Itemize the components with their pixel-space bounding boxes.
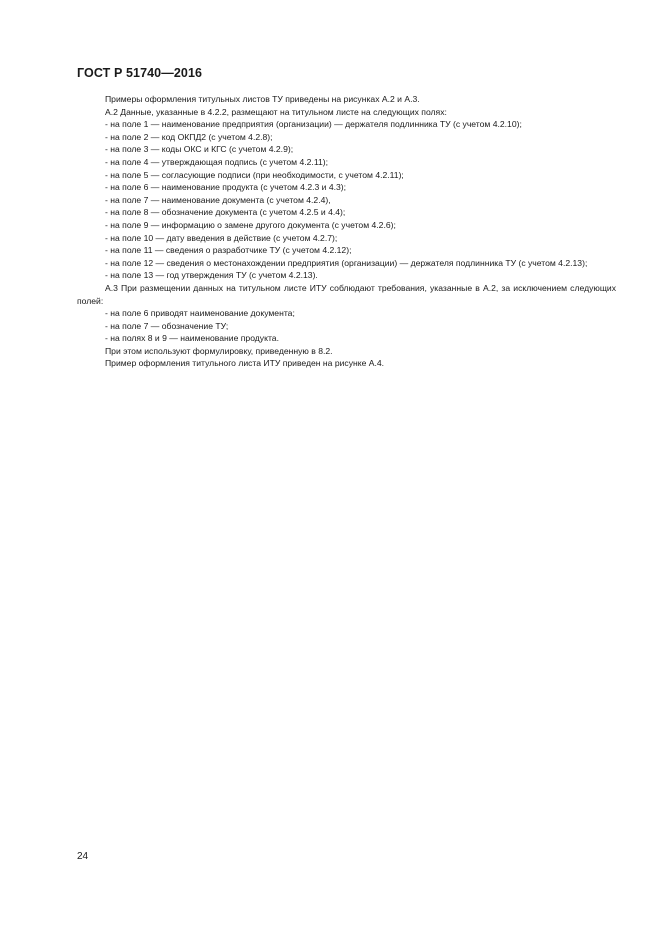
list-item: - на поле 10 — дату введения в действие (с учетом 4.2.7);	[105, 232, 338, 243]
list-item: - на поле 11 — сведения о разработчике ТУ (с учетом 4.2.12);	[105, 245, 352, 256]
list-item: - на полях 8 и 9 — наименование продукта.	[105, 333, 279, 344]
list-item: - на поле 13 — год утверждения ТУ (с учетом 4.2.13).	[105, 270, 318, 281]
paragraph: Примеры оформления титульных листов ТУ приведены на рисунках А.2 и А.3.	[105, 94, 420, 104]
list-item: - на поле 12 — сведения о местонахождении предприятия (организации) — держателя подлинника ТУ (с учетом 4.2.13);	[105, 257, 588, 268]
paragraph: А.2 Данные, указанные в 4.2.2, размещают на титульном листе на следующих полях:	[105, 106, 447, 117]
list-item: - на поле 2 — код ОКПД2 (с учетом 4.2.8);	[105, 131, 273, 142]
list-item: - на поле 5 — согласующие подписи (при необходимости, с учетом 4.2.11);	[105, 169, 404, 180]
document-body	[77, 93, 616, 370]
list-item: - на поле 3 — коды ОКС и КГС (с учетом 4.2.9);	[105, 144, 294, 155]
list-item: - на поле 7 — обозначение ТУ;	[105, 320, 229, 331]
list-item: - на поле 7 — наименование документа (с учетом 4.2.4),	[105, 194, 331, 205]
paragraph: А.3 При размещении данных на титульном листе ИТУ соблюдают требования, указанные в А.2, за исключением следующих полей:	[77, 282, 616, 306]
list-item: - на поле 6 — наименование продукта (с учетом 4.2.3 и 4.3);	[105, 182, 347, 193]
list-item: - на поле 9 — информацию о замене другого документа (с учетом 4.2.6);	[105, 219, 396, 230]
document-header: ГОСТ Р 51740—2016	[77, 66, 203, 80]
list-item: - на поле 4 — утверждающая подпись (с учетом 4.2.11);	[105, 156, 328, 167]
page-number: 24	[77, 851, 89, 862]
paragraph: При этом используют формулировку, приведенную в 8.2.	[105, 345, 333, 356]
list-item: - на поле 6 приводят наименование документа;	[105, 308, 295, 319]
list-item: - на поле 1 — наименование предприятия (организации) — держателя подлинника ТУ (с учетом 4.2.10);	[105, 119, 522, 130]
list-item: - на поле 8 — обозначение документа (с учетом 4.2.5 и 4.4);	[105, 207, 346, 218]
paragraph: Пример оформления титульного листа ИТУ приведен на рисунке А.4.	[105, 358, 385, 369]
